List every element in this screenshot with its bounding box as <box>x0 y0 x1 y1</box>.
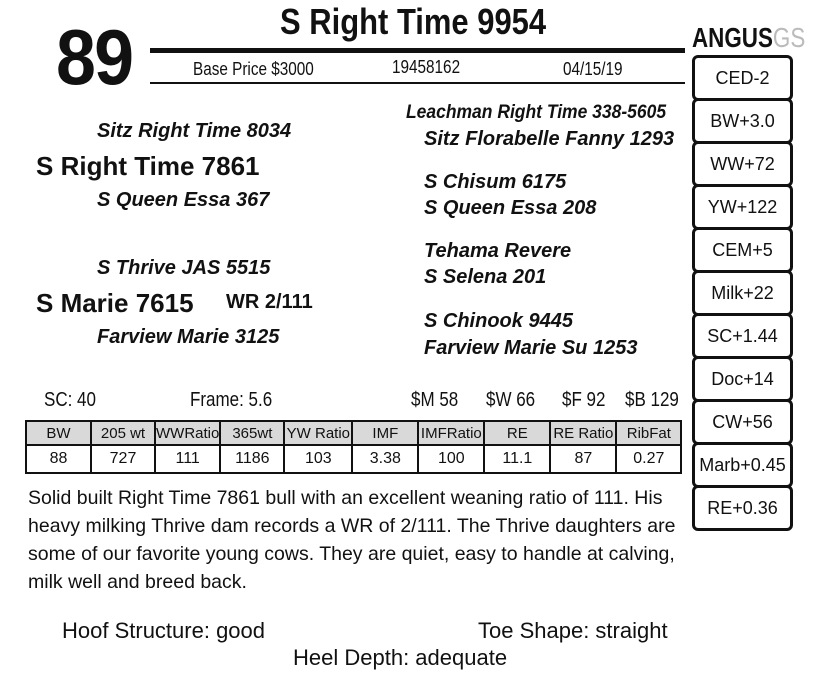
trait-hoof: Hoof Structure: good <box>62 618 266 643</box>
performance-table <box>25 420 682 474</box>
epd-ced: CED-2 <box>692 55 793 101</box>
epd-cem: CEM+5 <box>692 227 793 273</box>
pedigree-dd-sire: S Chinook 9445 <box>424 310 573 332</box>
pedigree-sire-sire: Sitz Right Time 8034 <box>97 120 292 142</box>
registration-number: 19458162 <box>392 57 461 77</box>
perf-value: 100 <box>418 445 484 473</box>
pedigree-dam: S Marie 7615 <box>36 288 194 318</box>
perf-header: IMFRatio <box>418 421 484 445</box>
epd-doc: Doc+14 <box>692 356 793 402</box>
perf-value: 103 <box>284 445 352 473</box>
perf-value: 87 <box>550 445 616 473</box>
epd-milk: Milk+22 <box>692 270 793 316</box>
perf-value: 111 <box>155 445 220 473</box>
pedigree-ss-sire <box>406 103 689 122</box>
perf-header: RE Ratio <box>550 421 616 445</box>
pedigree-dam-sire: S Thrive JAS 5515 <box>97 257 271 279</box>
stat-b: $B 129 <box>625 389 679 411</box>
perf-header: YW Ratio <box>284 421 352 445</box>
perf-value: 3.38 <box>352 445 418 473</box>
birth-date: 04/15/19 <box>563 59 623 79</box>
epd-ww: WW+72 <box>692 141 793 187</box>
epd-re: RE+0.36 <box>692 485 793 531</box>
pedigree-dd-dam: Farview Marie Su 1253 <box>424 337 638 359</box>
pedigree-ss-sire-text: Leachman Right Time 338-5605 <box>406 102 667 123</box>
epd-column <box>692 55 793 528</box>
pedigree-sire-dam: S Queen Essa 367 <box>97 189 270 211</box>
stat-f: $F 92 <box>562 389 606 411</box>
stat-m: $M 58 <box>411 389 459 411</box>
epd-bw: BW+3.0 <box>692 98 793 144</box>
perf-header: RE <box>484 421 550 445</box>
pedigree-sd-dam: S Queen Essa 208 <box>424 197 597 219</box>
epd-marb: Marb+0.45 <box>692 442 793 488</box>
perf-value: 11.1 <box>484 445 550 473</box>
perf-header: BW <box>26 421 91 445</box>
title-rule-thick <box>150 48 685 53</box>
epd-sc: SC+1.44 <box>692 313 793 359</box>
perf-value: 1186 <box>220 445 284 473</box>
perf-value: 0.27 <box>616 445 681 473</box>
epd-yw: YW+122 <box>692 184 793 230</box>
description-text: Solid built Right Time 7861 bull with an excellent weaning ratio of 111. His heavy milking Thrive dam records a WR of 2/111. The Thrive daughters are some of our favorite young cows. They are quiet, easy to handle at calving, milk well and breed back. <box>28 487 676 593</box>
pedigree-dam-dam: Farview Marie 3125 <box>97 326 280 348</box>
pedigree-ss-dam: Sitz Florabelle Fanny 1293 <box>424 128 675 150</box>
stat-sc: SC: 40 <box>44 389 96 411</box>
performance-value-row <box>26 445 681 473</box>
meta-rule <box>150 82 685 84</box>
pedigree-ds-dam: S Selena 201 <box>424 266 547 288</box>
perf-header: IMF <box>352 421 418 445</box>
perf-value: 727 <box>91 445 155 473</box>
lot-number: 89 <box>56 13 133 101</box>
perf-header: 365wt <box>220 421 284 445</box>
epd-cw: CW+56 <box>692 399 793 445</box>
pedigree-sd-sire: S Chisum 6175 <box>424 171 567 193</box>
trait-toe: Toe Shape: straight <box>478 618 668 643</box>
trait-heel: Heel Depth: adequate <box>293 645 508 670</box>
stat-w: $W 66 <box>486 389 536 411</box>
perf-header: RibFat <box>616 421 681 445</box>
pedigree-ds-sire: Tehama Revere <box>424 240 572 262</box>
perf-header: WWRatio <box>155 421 220 445</box>
perf-value: 88 <box>26 445 91 473</box>
breed-logo <box>692 24 805 52</box>
base-price: Base Price $3000 <box>193 59 314 79</box>
animal-name: S Right Time 9954 <box>280 1 547 42</box>
logo-main: ANGUS <box>692 22 773 53</box>
stat-frame: Frame: 5.6 <box>190 389 273 411</box>
logo-suffix: GS <box>772 22 806 53</box>
pedigree-sire: S Right Time 7861 <box>36 151 260 181</box>
performance-header-row <box>26 421 681 445</box>
pedigree-dam-wr: WR 2/111 <box>226 291 313 313</box>
perf-header: 205 wt <box>91 421 155 445</box>
